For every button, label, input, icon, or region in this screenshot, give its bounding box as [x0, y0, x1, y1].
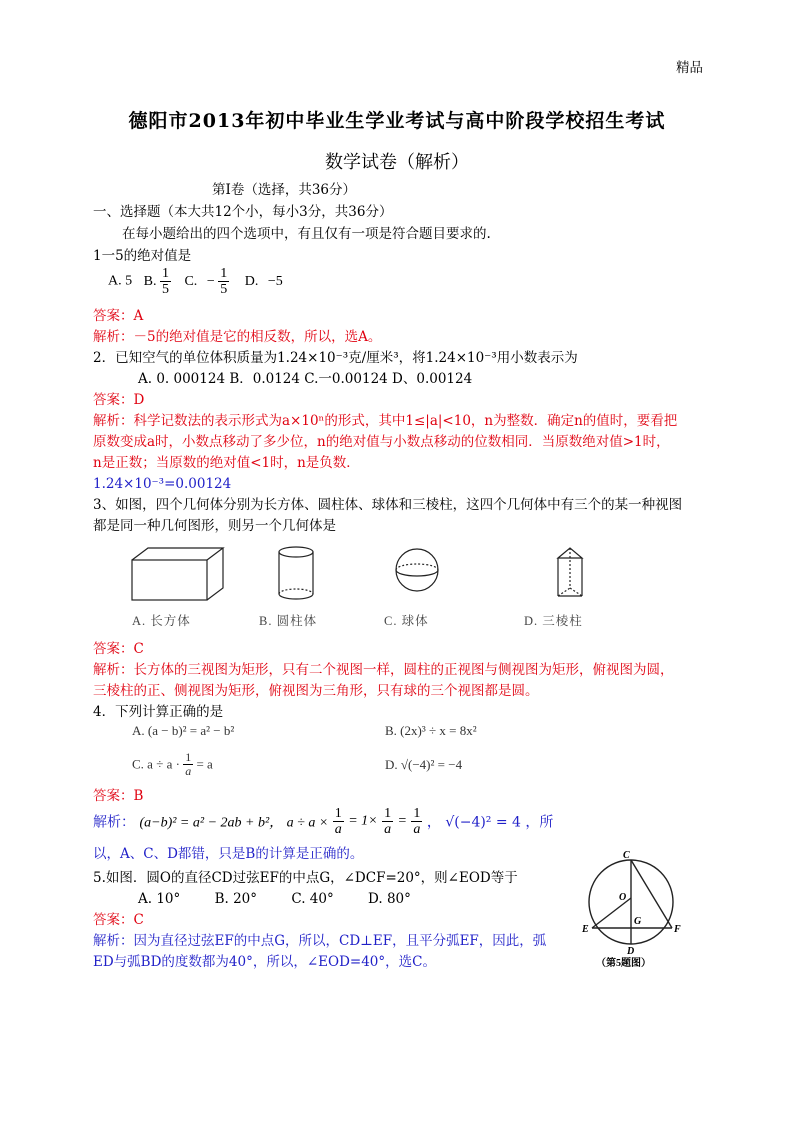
q4-analysis-line2: 以，A、C、D都错，只是B的计算是正确的。 [93, 846, 364, 862]
cylinder-shape [279, 547, 313, 599]
page-title: 德阳市2013年初中毕业生学业考试与高中阶段学校招生考试 [128, 110, 666, 132]
q1-option-c: C. [184, 273, 198, 289]
q3-caption-b: B. 圆柱体 [259, 614, 318, 628]
q4-answer: 答案：B [93, 788, 144, 804]
q3-stem-line1: 3、如图，四个几何体分别为长方体、圆柱体、球体和三棱柱，这四个几何体中有三个的某一种视图 [93, 497, 683, 513]
q1-options: A. 5 B. $\frac{1}{5}$ C. − $\frac{1}{5}$ D. −5 [108, 266, 283, 297]
q4-analysis-line1: 解析： (a−b)² = a² − 2ab + b²， a ÷ a × $\frac{1}{a}$ = 1× $\frac{1}{a}$ = $\frac{1}{a}$ ， √(−4)² = 4 ，所 [93, 806, 554, 837]
q3-answer: 答案：C [93, 641, 144, 657]
label-c: C [623, 850, 630, 861]
q5-analysis-line2: ED与弧BD的度数都为40°，所以，∠EOD=40°，选C。 [93, 954, 436, 970]
label-o: O [619, 892, 627, 903]
q4-analysis-fraction-2: $\frac{1}{a}$ [384, 806, 392, 837]
page-subtitle: 数学试卷（解析） [325, 152, 469, 173]
q2-analysis-line2: 原数变成a时，小数点移动了多少位，n的绝对值与小数点移动的位数相同．当原数绝对值>1时， [93, 434, 670, 450]
q1-option-b-fraction: $\frac{1}{5}$ [161, 266, 169, 297]
figure-caption: （第5题图） [596, 958, 651, 968]
q1-option-d: D. [244, 273, 259, 289]
q4-option-c-fraction: $\frac{1}{a}$ [185, 750, 192, 778]
label-d: D [627, 946, 635, 957]
label-g: G [634, 916, 642, 927]
q2-options: A. 0. 000124 B．0.0124 C.一0.00124 D、0.00124 [138, 371, 473, 387]
q1-stem: 1一5的绝对值是 [93, 248, 192, 264]
q2-stem: 2．已知空气的单位体积质量为1.24×10⁻³克/厘米³，将1.24×10⁻³用小数表示为 [93, 350, 578, 366]
q5-answer: 答案：C [93, 912, 144, 928]
q1-analysis: 解析：－5的绝对值是它的相反数，所以，选A。 [93, 329, 382, 345]
q2-extra: 1.24×10⁻³=0.00124 [93, 476, 232, 492]
q2-analysis-line3: n是正数；当原数的绝对值<1时，n是负数． [93, 455, 360, 471]
header-mark: 精品 [676, 60, 703, 76]
q5-options: A. 10° B. 20° C. 40° D. 80° [138, 891, 411, 907]
cuboid-shape [132, 548, 223, 600]
q2-analysis-line1: 解析：科学记数法的表示形式为a×10ⁿ的形式，其中1≤|a|<10，n为整数．确定n的值时，要看把 [93, 413, 678, 429]
q4-option-a: A. (a − b)² = a² − b² [132, 723, 235, 738]
section-title: 一、选择题（本大共12个小，每小3分，共36分） [93, 204, 393, 220]
q2-answer: 答案：D [93, 392, 145, 408]
q5-stem: 5.如图．圆O的直径CD过弦EF的中点G，∠DCF=20°，则∠EOD等于 [93, 870, 518, 886]
q3-caption-d: D. 三棱柱 [524, 614, 583, 628]
q4-option-b: B. (2x)³ ÷ x = 8x² [385, 723, 477, 738]
q4-option-c: C. a ÷ a · $\frac{1}{a}$ = a [132, 750, 213, 778]
q1-answer: 答案：A [93, 308, 144, 324]
q3-analysis-line1: 解析：长方体的三视图为矩形，只有二个视图一样，圆柱的正视图与侧视图为矩形，俯视图为圆， [93, 662, 674, 678]
q1-option-c-fraction: $\frac{1}{5}$ [220, 266, 228, 297]
q3-solids-figure [120, 540, 600, 610]
q5-analysis-line1: 解析：因为直径过弦EF的中点G，所以，CD⊥EF，且平分弧EF，因此，弧 [93, 933, 547, 949]
q3-caption-a: A. 长方体 [132, 614, 191, 628]
q4-analysis-fraction-1: $\frac{1}{a}$ [334, 806, 342, 837]
q4-option-d: D. √(−4)² = −4 [385, 757, 463, 772]
q4-analysis-fraction-3: $\frac{1}{a}$ [413, 806, 421, 837]
section-note: 在每小题给出的四个选项中，有且仅有一项是符合题目要求的. [122, 226, 491, 242]
label-e: E [582, 924, 589, 935]
q3-analysis-line2: 三棱柱的正、侧视图为矩形，俯视图为三角形，只有球的三个视图都是圆。 [93, 683, 539, 699]
q1-option-a: A. 5 [108, 273, 133, 289]
part-title: 第I卷（选择，共36分） [212, 182, 357, 198]
q5-circle-figure [580, 848, 685, 968]
q3-caption-c: C. 球体 [384, 614, 429, 628]
label-f: F [674, 924, 681, 935]
q3-stem-line2: 都是同一种几何图形，则另一个几何体是 [93, 518, 336, 534]
triangular-prism-shape [558, 548, 582, 596]
q4-stem: 4．下列计算正确的是 [93, 704, 224, 720]
sphere-shape [396, 549, 438, 591]
q1-option-b: B. [143, 273, 157, 289]
